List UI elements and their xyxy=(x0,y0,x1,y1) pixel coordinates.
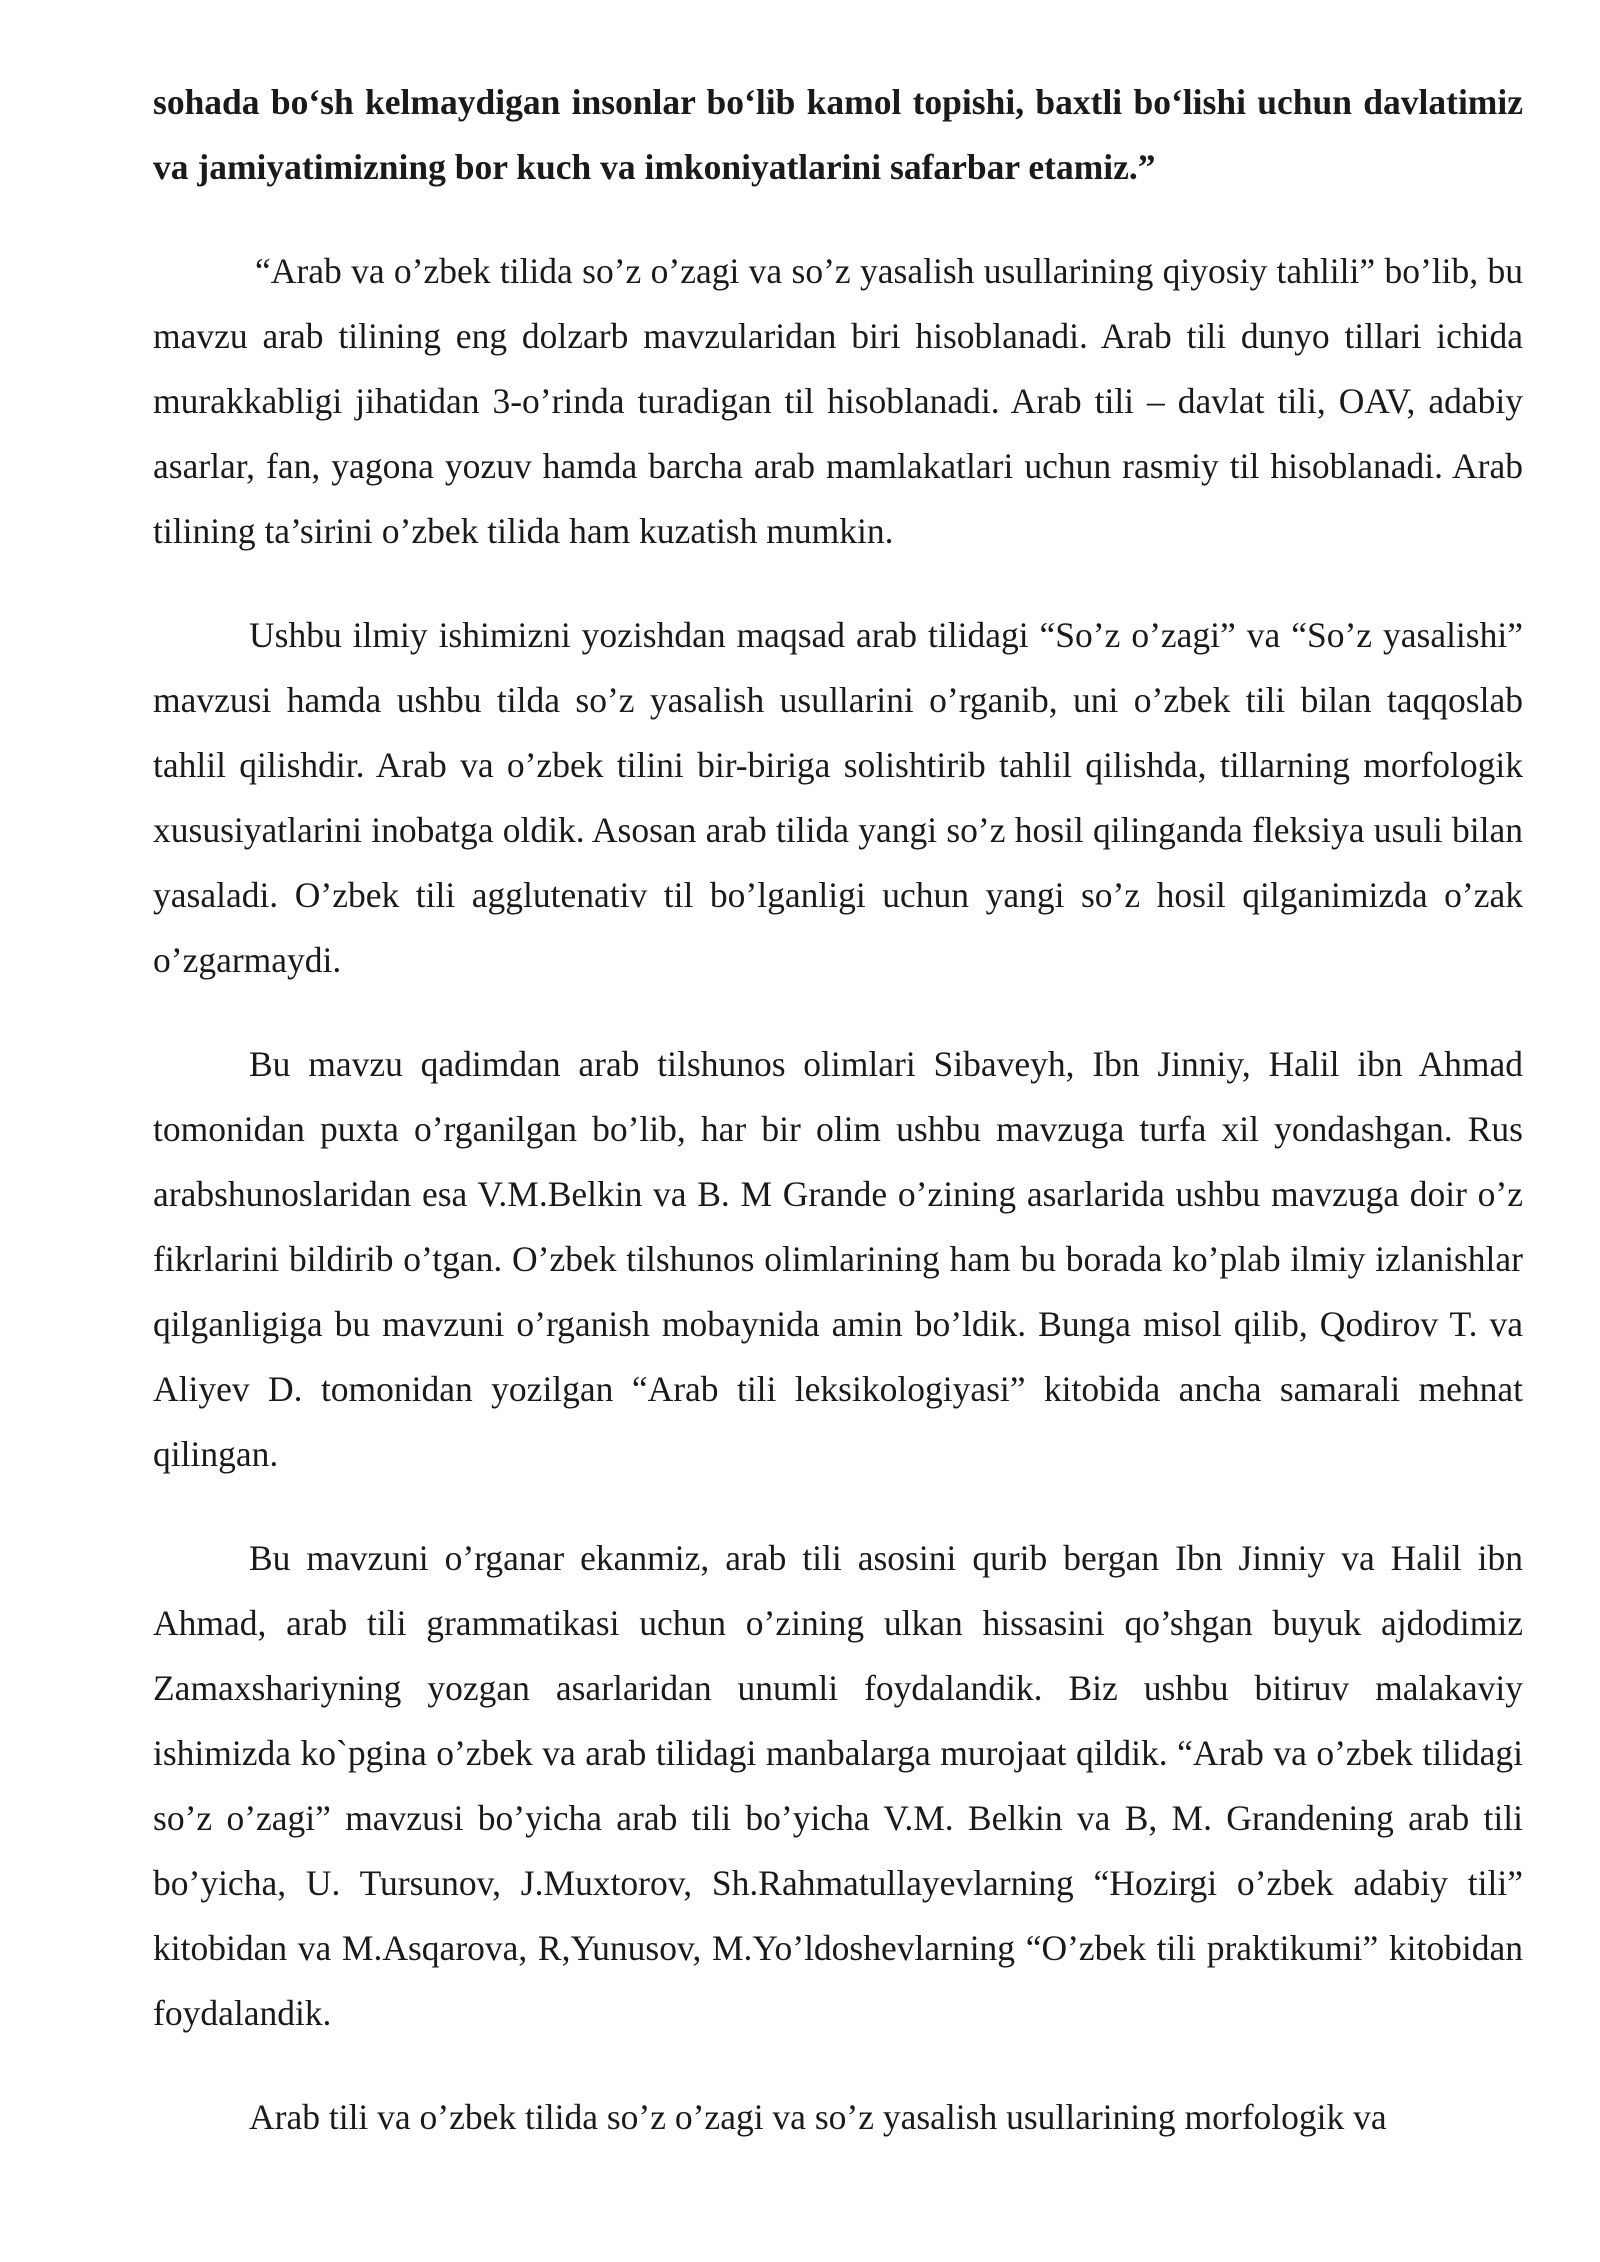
paragraph-topic: “Arab va o’zbek tilida so’z o’zagi va so’z yasalish usullarining qiyosiy tahlili” bo’lib, bu mavzu arab tilining eng dolzarb mavzularidan biri hisoblanadi. Arab tili dunyo tillari ichida murakkabligi jihatidan 3-o’rinda turadigan til hisoblanadi. Arab tili – davlat tili, OAV, adabiy asarlar, fan, yagona yozuv hamda barcha arab mamlakatlari uchun rasmiy til hisoblanadi. Arab tilining ta’sirini o’zbek tilida ham kuzatish mumkin. xyxy=(153,251,1523,551)
bold-paragraph: sohada bo‘sh kelmaydigan insonlar bo‘lib kamol topishi, baxtli bo‘lishi uchun davlatimiz va jamiyatimizning bor kuch va imkoniyatlarini safarbar etamiz.” xyxy=(153,82,1523,187)
paragraph-scholars: Bu mavzu qadimdan arab tilshunos olimlari Sibaveyh, Ibn Jinniy, Halil ibn Ahmad tomonidan puxta o’rganilgan bo’lib, har bir olim ushbu mavzuga turfa xil yondashgan. Rus arabshunoslaridan esa V.M.Belkin va B. M Grande o’zining asarlarida ushbu mavzuga doir o’z fikrlarini bildirib o’tgan. O’zbek tilshunos olimlarining ham bu borada ko’plab ilmiy izlanishlar qilganligiga bu mavzuni o’rganish mobaynida amin bo’ldik. Bunga misol qilib, Qodirov T. va Aliyev D. tomonidan yozilgan “Arab tili leksikologiyasi” kitobida ancha samarali mehnat qilingan. xyxy=(153,1044,1523,1474)
paragraph-purpose: Ushbu ilmiy ishimizni yozishdan maqsad arab tilidagi “So’z o’zagi” va “So’z yasalishi” mavzusi hamda ushbu tilda so’z yasalish usullarini o’rganib, uni o’zbek tili bilan taqqoslab tahlil qilishdir. Arab va o’zbek tilini bir-biriga solishtirib tahlil qilishda, tillarning morfologik xususiyatlarini inobatga oldik. Asosan arab tilida yangi so’z hosil qilinganda fleksiya usuli bilan yasaladi. O’zbek tili agglutenativ til bo’lganligi uchun yangi so’z hosil qilganimizda o’zak o’zgarmaydi. xyxy=(153,615,1523,980)
document-page xyxy=(153,70,1523,2189)
paragraph-continuation: Arab tili va o’zbek tilida so’z o’zagi va so’z yasalish usullarining morfologik va xyxy=(249,2097,1387,2137)
paragraph-sources: Bu mavzuni o’rganar ekanmiz, arab tili asosini qurib bergan Ibn Jinniy va Halil ibn Ahmad, arab tili grammatikasi uchun o’zining ulkan hissasini qo’shgan buyuk ajdodimiz Zamaxshariyning yozgan asarlaridan unumli foydalandik. Biz ushbu bitiruv malakaviy ishimizda ko`pgina o’zbek va arab tilidagi manbalarga murojaat qildik. “Arab va o’zbek tilidagi so’z o’zagi” mavzusi bo’yicha arab tili bo’yicha V.M. Belkin va B, M. Grandening arab tili bo’yicha, U. Tursunov, J.Muxtorov, Sh.Rahmatullayevlarning “Hozirgi o’zbek adabiy tili” kitobidan va M.Asqarova, R,Yunusov, M.Yo’ldoshevlarning “O’zbek tili praktikumi” kitobidan foydalandik. xyxy=(153,1538,1523,2033)
